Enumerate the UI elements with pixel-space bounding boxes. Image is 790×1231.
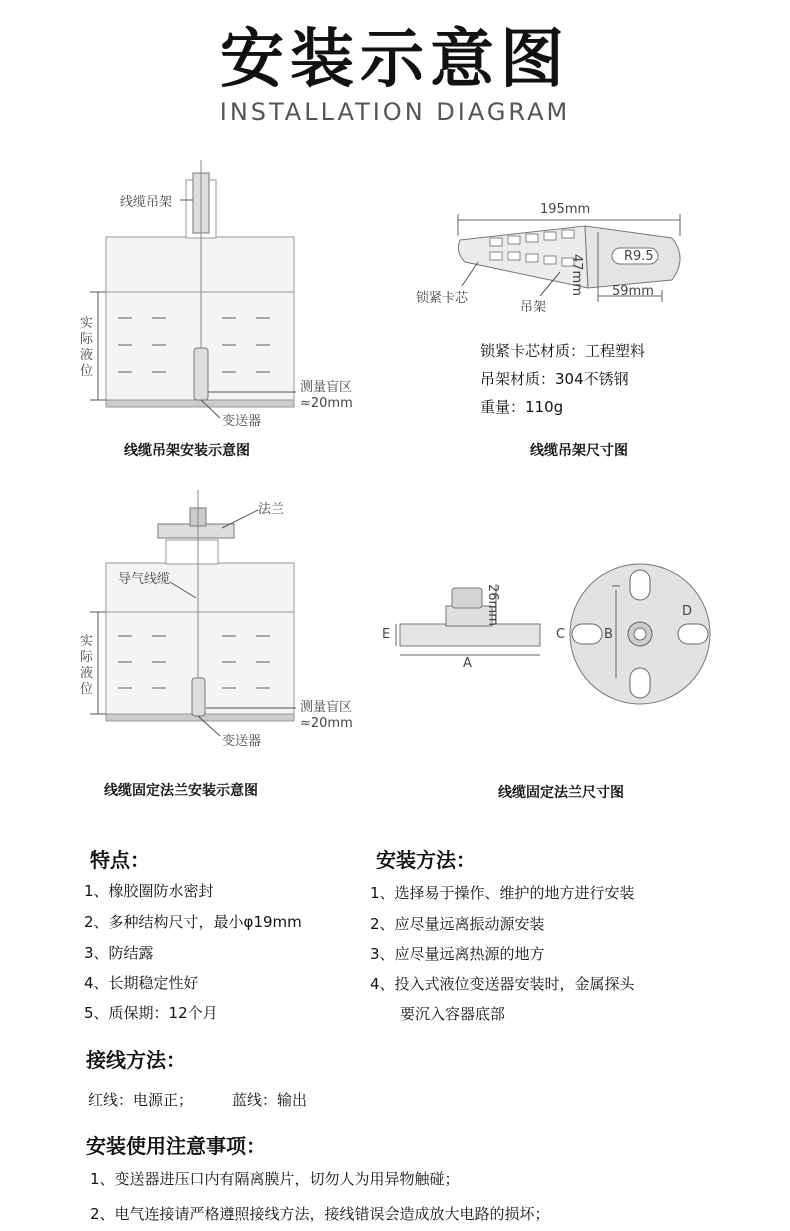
page-subtitle: INSTALLATION DIAGRAM xyxy=(219,98,571,126)
install-method-heading: 安装方法： xyxy=(376,848,476,872)
tail-dimension: 59mm xyxy=(612,284,654,299)
actual-level-label-2: 实 际 液 位 xyxy=(80,634,94,697)
feature-item: 2、多种结构尺寸，最小φ19mm xyxy=(84,913,302,931)
install-item: 4、投入式液位变送器安装时，金属探头 xyxy=(370,975,635,993)
dimension-a: A xyxy=(463,656,472,671)
notes-heading: 安装使用注意事项： xyxy=(86,1134,266,1158)
feature-item: 1、橡胶圈防水密封 xyxy=(84,882,214,900)
width-dimension: 195mm xyxy=(540,202,591,217)
feature-item: 3、防结露 xyxy=(84,944,154,962)
dimension-c: C xyxy=(556,627,566,642)
dimension-e: E xyxy=(382,627,391,642)
feature-item: 5、质保期：12个月 xyxy=(84,1004,218,1022)
install-item: 要沉入容器底部 xyxy=(400,1005,506,1023)
blind-zone-label-2: 测量盲区 xyxy=(300,700,353,715)
wiring-blue: 蓝线：输出 xyxy=(232,1091,308,1109)
transmitter-label-2: 变送器 xyxy=(222,734,262,749)
hanger-dimension-caption: 线缆吊架尺寸图 xyxy=(530,443,628,459)
bracket-label: 吊架 xyxy=(520,300,547,315)
locking-core-label: 锁紧卡芯 xyxy=(416,291,469,306)
hanger-install-caption: 线缆吊架安装示意图 xyxy=(124,443,250,459)
hanger-label: 线缆吊架 xyxy=(120,195,173,210)
spec-weight: 重量：110g xyxy=(480,398,564,416)
page-title: 安装示意图 xyxy=(220,23,570,97)
flange-dimension-caption: 线缆固定法兰尺寸图 xyxy=(498,785,624,801)
actual-level-label: 实 际 液 位 xyxy=(80,316,94,379)
wiring-red: 红线：电源正； xyxy=(88,1091,194,1109)
flange-label: 法兰 xyxy=(258,502,285,517)
spec-bracket-material: 吊架材质：304不锈钢 xyxy=(480,370,629,388)
features-heading: 特点： xyxy=(90,848,150,872)
wiring-heading: 接线方法： xyxy=(86,1048,186,1072)
install-item: 3、应尽量远离热源的地方 xyxy=(370,945,545,963)
blind-zone-label: 测量盲区 xyxy=(300,380,353,395)
note-item: 2、电气连接请严格遵照接线方法，接线错误会造成放大电路的损坏； xyxy=(90,1205,550,1223)
install-item: 1、选择易于操作、维护的地方进行安装 xyxy=(370,884,635,902)
blind-zone-value-2: ≈20mm xyxy=(300,716,353,731)
height-dimension: 47mm xyxy=(569,254,584,296)
note-item: 1、变送器进压口内有隔离膜片，切勿人为用异物触碰； xyxy=(90,1170,460,1188)
blind-zone-value: ≈20mm xyxy=(300,396,353,411)
flange-dimension-drawing xyxy=(396,564,710,704)
vented-cable-label: 导气线缆 xyxy=(118,572,171,587)
feature-item: 4、长期稳定性好 xyxy=(84,974,199,992)
radius-dimension: R9.5 xyxy=(624,249,654,264)
flange-install-diagram xyxy=(90,490,296,736)
install-item: 2、应尽量远离振动源安装 xyxy=(370,915,545,933)
flange-height-dimension: 26mm xyxy=(485,584,500,626)
flange-install-caption: 线缆固定法兰安装示意图 xyxy=(104,783,258,799)
dimension-d: D xyxy=(682,604,693,619)
spec-core-material: 锁紧卡芯材质：工程塑料 xyxy=(480,342,646,360)
transmitter-label: 变送器 xyxy=(222,414,262,429)
dimension-b: B xyxy=(604,627,613,642)
